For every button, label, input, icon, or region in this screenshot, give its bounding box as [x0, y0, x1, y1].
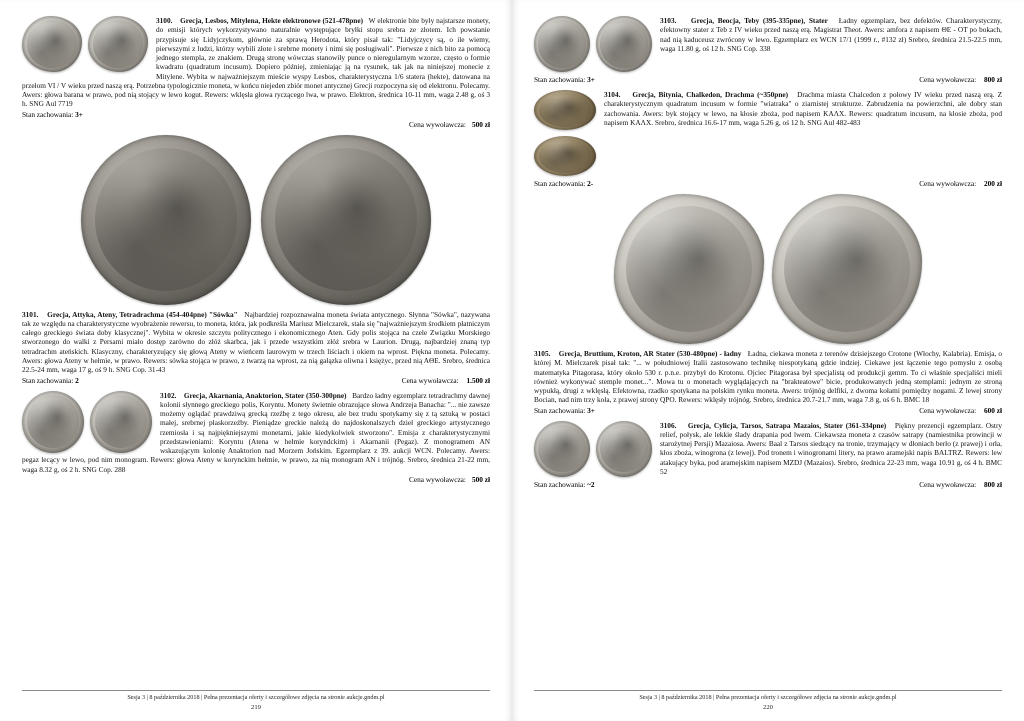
- lot-title: Grecja, Cylicja, Tarsos, Satrapa Mazaios, Stater (361-334pne): [687, 420, 887, 430]
- lot-number: 3104.: [604, 90, 621, 99]
- lot-entry: [22, 391, 490, 484]
- price-value: 1.500 zł: [466, 375, 490, 385]
- coin-obverse: [534, 90, 596, 130]
- lot-coin-images: [534, 194, 1002, 344]
- lot-title: Grecja, Lesbos, Mitylena, Hekte elektronowe (521-478pne): [180, 16, 364, 25]
- lot-text: Drachma miasta Chalcedon z połowy IV wieku przed naszą erą. Z charakterystycznym quadratum incusum w formie "wiatraka" o ziarnistej strukturze. Zabrudzenia na powierzchni, ale dobry stan zachowania. Awers: byk stojący w lewo, na kłosie zboża, pod napisem KAΛX. Rewers: quadratum incusum, na kłosie zboża, pod napisem KAΛX. Srebro, średnica 16.6-17 mm, waga 5.26 g, oś 12 h. SNG Aul 482-483: [604, 90, 1003, 127]
- lot-description: [534, 349, 1002, 405]
- lot-number: 3101.: [22, 309, 39, 319]
- price-value: 600 zł: [983, 405, 1002, 415]
- lot-number: 3105.: [534, 349, 551, 358]
- coin-obverse: [22, 391, 84, 453]
- price-label: Cena wywoławcza:: [919, 179, 977, 188]
- lot-title: Grecja, Akarnania, Anaktorion, Stater (350-300pne): [183, 390, 347, 400]
- price-value: 500 zł: [471, 119, 490, 129]
- catalog-page-right: [512, 0, 1024, 721]
- lot-condition: [534, 75, 595, 84]
- condition-label: Stan zachowania:: [534, 405, 586, 415]
- lot-text: Ładna, ciekawa moneta z terenów dzisiejszego Crotone (Włochy, Kalabria). Emisja, o której M. Mielczarek pisał tak: "... w południowej Italii zastosowano technikę niespotykaną gdzie indziej. Ciekawe jest łączenie tego pomysłu z osobą matematyka Pitagorasa, który około 530 r. p.n.e. przybył do Krotonu. Ojciec Pitagorasa był specjalistą od produkcji gemm. To ci właśnie specjaliści mieli również wykonywać stemple monet...". Mowa tu o monetach wyglądających na "brakteatowe" bicie, produkowanych jedną stemplami: jednym ze stroną wypukłą, drugi z wklęsłą. Efektowna, rzadko spotykana na polskim rynku moneta. Awers: trójnóg delfiki, z dwoma kołami pomiędzy nogami. Z lewej strony Bocian, nad nim trzy koła, z prawej strony QPO. Rewers: wklęsły trójnóg. Srebro, średnica 20.7-21.7 mm, waga 7.8 g, oś 6 h. BMC 18: [534, 349, 1002, 405]
- footer-note: Sesja 3 | 8 października 2018 | Pełna prezentacja oferty i szczegółowe zdjęcia na stronie aukcje.gndm.pl: [127, 694, 385, 701]
- lot-price: [22, 475, 490, 484]
- coin-obverse: [534, 421, 590, 477]
- condition-label: Stan zachowania:: [22, 375, 74, 385]
- price-label: Cena wywoławcza:: [919, 75, 977, 84]
- lot-number: 3103.: [660, 16, 677, 25]
- coin-obverse: [614, 194, 764, 344]
- condition-value: 2: [75, 375, 79, 385]
- lot-price: [402, 376, 490, 385]
- price-value: 500 zł: [471, 474, 490, 484]
- lot-price: [22, 120, 490, 129]
- lot-condition: [534, 179, 593, 188]
- lot-condition-price: [22, 376, 490, 385]
- price-value: 200 zł: [983, 179, 1002, 188]
- lot-coin-images: [534, 90, 596, 176]
- lot-text: Bardzo ładny egzemplarz tetradrachmy dawnej kolonii słynnego greckiego polis, Koryntu. Monety świetnie obrazujące słowa Andrzeja Banacha: "... nie zawsze możemy oglądać prawdziwą grecką rzeźbę z tego okresu, ale bez trudu spotykamy się z tą sztuką w postaci małej, srebrnej płaskorzeźby. Pieniądze greckie należą do najdoskonalszych dzieł greckiego artystycznego rzemiosła i są najpiękniejszymi monetami, jakie kiedykolwiek stworzono". Emisja z charakterystycznymi przedstawieniami: Koryntu (Atena w hełmie koryndckim) i Akarnanii (Pegaz). Z monogramem AN wskazującym kolonię Anaktorion nad Morzem Jońskim. Egzemplarz z 39. aukcji WCN. Polecamy. Awers: pegaz lecący w lewo, pod nim monogram. Rewers: głowa Ateny w korynckim hełmie, w prawo, za nią monogram AN i trójnóg. Srebro, średnica 21-22 mm, waga 8.32 g, oś 2 h. SNG Cop. 288: [22, 390, 490, 474]
- lot-price: [919, 480, 1002, 489]
- lot-entry: [22, 16, 490, 129]
- coin-reverse: [90, 391, 152, 453]
- lot-description: [534, 90, 1002, 127]
- price-label: Cena wywoławcza:: [409, 119, 466, 129]
- lot-condition: [534, 480, 595, 489]
- coin-reverse: [596, 421, 652, 477]
- price-label: Cena wywoławcza:: [919, 479, 977, 489]
- lot-entry: [22, 135, 490, 385]
- lot-number: 3102.: [160, 390, 177, 400]
- lot-title: Grecja, Bitynia, Chalkedon, Drachma (~350pne): [632, 90, 789, 99]
- coin-obverse: [81, 135, 251, 305]
- page-footer: [22, 690, 490, 711]
- coin-reverse: [88, 16, 148, 72]
- condition-value: 3+: [587, 405, 595, 415]
- lot-condition: [22, 110, 490, 119]
- price-value: 800 zł: [983, 75, 1002, 84]
- lot-entry: [534, 16, 1002, 84]
- lot-title: Grecja, Attyka, Ateny, Tetradrachma (454-404pne) "Sówka": [47, 309, 238, 319]
- page-number: 219: [251, 704, 261, 711]
- price-value: 800 zł: [983, 479, 1002, 489]
- page-footer: [534, 690, 1002, 711]
- price-label: Cena wywoławcza:: [919, 405, 977, 415]
- lot-entry: [534, 90, 1002, 188]
- lot-coin-images: [22, 16, 148, 72]
- lot-price: [919, 75, 1002, 84]
- lot-condition-price: [534, 480, 1002, 489]
- lot-condition-price: [534, 406, 1002, 415]
- price-label: Cena wywoławcza:: [409, 474, 466, 484]
- condition-value: ~2: [587, 479, 595, 489]
- lot-number: 3100.: [156, 16, 173, 25]
- coin-reverse: [772, 194, 922, 344]
- lot-entry: [534, 421, 1002, 489]
- lot-number: 3106.: [660, 420, 677, 430]
- condition-value: 2-: [587, 179, 594, 188]
- lot-title: Grecja, Bruttium, Kroton, AR Stater (530-480pne) - ładny: [558, 349, 742, 358]
- coin-obverse: [534, 16, 590, 72]
- price-label: Cena wywoławcza:: [401, 375, 459, 385]
- coin-reverse: [596, 16, 652, 72]
- condition-value: 3+: [75, 109, 83, 119]
- lot-coin-images: [534, 16, 652, 72]
- condition-label: Stan zachowania:: [534, 479, 586, 489]
- lot-entry: [534, 194, 1002, 415]
- coin-reverse: [534, 136, 596, 176]
- lot-title: Grecja, Beocja, Teby (395-335pne), Stater: [690, 16, 828, 25]
- lot-price: [919, 406, 1002, 415]
- coin-obverse: [22, 16, 82, 72]
- lot-price: [919, 179, 1002, 188]
- coin-reverse: [261, 135, 431, 305]
- lot-condition: [534, 406, 595, 415]
- lot-coin-images: [22, 391, 152, 453]
- lot-condition: [22, 376, 79, 385]
- lot-description: [22, 310, 490, 375]
- condition-label: Stan zachowania:: [534, 179, 586, 188]
- lot-text: Piękny prezencji egzemplarz. Ostry relief, połysk, ale lekkie ślady drapania pod lwem. Ciekawsza moneta z czasów satrapy (namiestnika prowincji w starożytnej Persji) Mazaiosa. Awers: Baal z Tarsos siedzący na tronie, trzymający w dłoniach berło (z prawej) i orła, kłos zboża, winogrona (z lewej). Pod tronem i winogronami litery, na prawo aramejski napis BALTRZ. Rewers: lew atakujący byka, pod aramejskim napisem MZDJ (Mazaios). Srebro, średnica 22-23 mm, waga 10.91 g, oś 4 h. BMC 52: [660, 420, 1003, 476]
- lot-condition-price: [534, 179, 1002, 188]
- condition-value: 3+: [587, 75, 595, 84]
- footer-rule: [534, 690, 1002, 691]
- condition-label: Stan zachowania:: [534, 75, 586, 84]
- lot-text: Ładny egzemplarz, bez defektów. Charakterystyczny, efektowny stater z Teb z IV wieku przed naszą erą. Magistrat Theot. Awers: amfora z napisem ΘE - OT po bokach, nad nią kaduceusz zwrócony w lewo. Egzemplarz ex WCN 17/1 (1999 r., #132 zł) Srebro, średnica 21.5-22.5 mm, waga 11.80 g, oś 12 h. SNG Cop. 338: [660, 16, 1002, 53]
- lot-condition-price: [534, 75, 1002, 84]
- footer-note: Sesja 3 | 8 października 2018 | Pełna prezentacja oferty i szczegółowe zdjęcia na stronie aukcje.gndm.pl: [639, 694, 897, 701]
- lot-coin-images: [22, 135, 490, 305]
- footer-rule: [22, 690, 490, 691]
- lot-text: W elektronie bite były najstarsze monety, do emisji których wykorzystywano naturalnie występujące bryłki stopu srebra ze złotem. Ich powstanie przypisuje się Lidyjczykom, głównie za sprawą Herodota, który pisał tak: "Lidyjczycy są, o ile wiemy, pierwszymi z ludzi, którzy wybili złote i srebrne monety i nimi się posługiwali". Pierwsze z nich bito za pomocą jednego stempla, ze znakiem. Drugą stronę wówczas stanowiły punce o nieregularnym wzorze, często o formie kwadratu (quadratum incusum). Dopiero później, zmieniając ją na rysunek, tak jak na niniejszej monecie z Mitylene. Wybita w najważniejszym mieście wyspy Lesbos, charakterystyczna 1/6 statera (hekte), datowana na przełom VI / V wieku przed naszą erą. Potrzebna typologicznie moneta, w końcu niejeden zbiór monet antycznej Grecji rozpoczyna się od elektronu. Polecamy. Awers: głowa barana w prawo, pod nią stojący w lewo kogut. Rewers: wklęsła głowa ryczącego lwa, w prawo. Elektron, średnica 10-11 mm, waga 2.48 g, oś 3 h. SNG Aul 7719: [22, 16, 491, 109]
- lot-coin-images: [534, 421, 652, 477]
- condition-label: Stan zachowania:: [22, 109, 74, 119]
- page-number: 220: [763, 704, 773, 711]
- lot-text: Najbardziej rozpoznawalna moneta świata antycznego. Słynna "Sówka", nazywana tak ze względu na charakterystyczne wyobrażenie rewersu, to moneta, która, jak podkreśla Mariusz Mielczarek, stała się "najważniejszym środkiem płatniczym całego greckiego świata doby klasycznej". Wybita w okresie szczytu politycznego i ekonomicznego Aten. Gdy polis stojąca na czele Związku Morskiego stworzonego do walki z Persami miało dostęp zarówno do złóż skarbca, jak i przede wszystkim złóż srebra w Laurion. Drugą, najbardziej znaną typ tetradrachm ateńskich. Klasyczny, charakteryzujący się głową Ateny w wieńcem laurowym w trzech liściach i okiem na wprost. Piękna moneta. Polecamy. Awers: głowa Ateny w hełmie, w prawo. Rewers: sówka stojąca w prawo, z twarzą na wprost, za nią gałązka oliwna i księżyc, przed nią AΘE. Srebro, średnica 22.5-24 mm, waga 17 g, oś 9 h. SNG Cop. 31-43: [22, 309, 491, 375]
